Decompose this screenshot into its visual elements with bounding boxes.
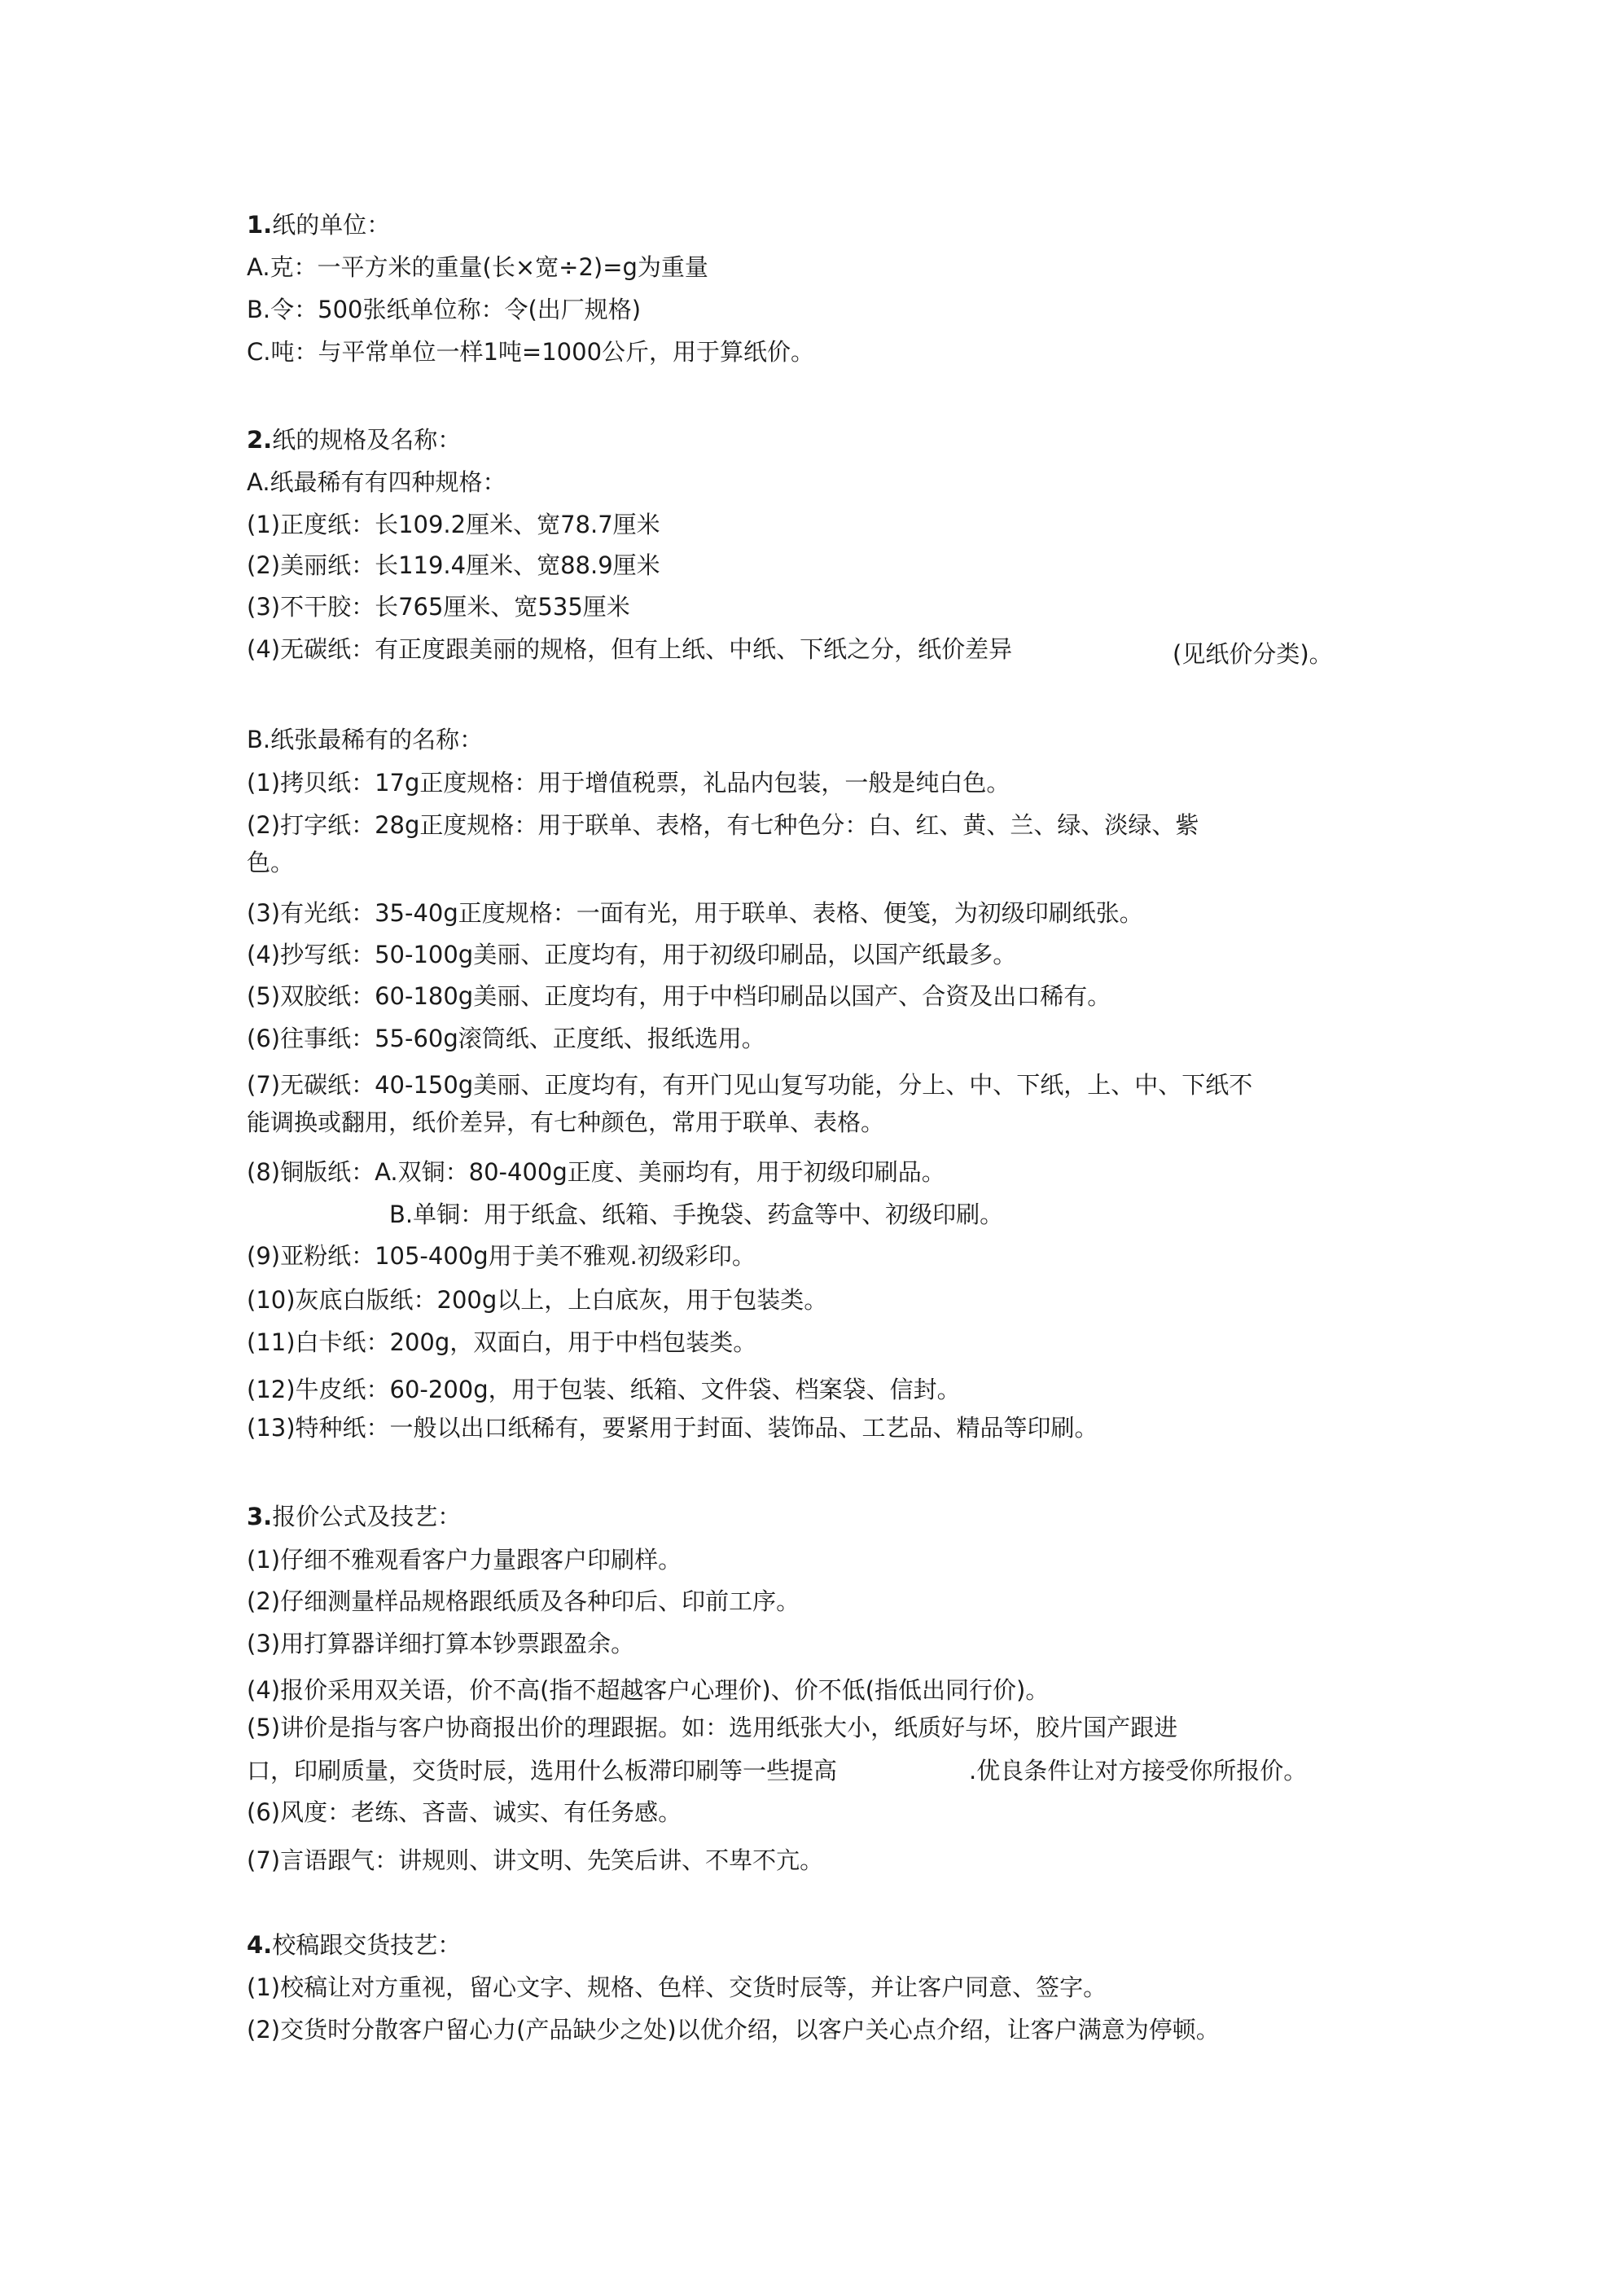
text-line: 口，印刷质量，交货时辰，选用什么板滞印刷等一些提高 [247, 1757, 838, 1785]
section-title: 纸的规格及名称： [272, 426, 462, 454]
text-line: (7)言语跟气：讲规则、讲文明、先笑后讲、不卑不亢。 [247, 1846, 824, 1874]
section-number: 3. [247, 1503, 273, 1530]
text-line-tail: (见纸价分类)。 [1173, 640, 1333, 668]
text-line: 能调换或翻用，纸价差异，有七种颜色，常用于联单、表格。 [247, 1108, 885, 1136]
section-number: 4. [247, 1931, 273, 1959]
section-number: 1. [247, 211, 273, 239]
text-line: (8)铜版纸：A.双铜：80-400g正度、美丽均有，用于初级印刷品。 [247, 1158, 945, 1186]
text-line: (2)交货时分散客户留心力(产品缺少之处)以优介绍，以客户关心点介绍，让客户满意为停顿。 [247, 2016, 1220, 2044]
text-line: (9)亚粉纸：105-400g用于美不雅观.初级彩印。 [247, 1242, 756, 1270]
text-line: (13)特种纸：一般以出口纸稀有，要紧用于封面、装饰品、工艺品、精品等印刷。 [247, 1414, 1098, 1442]
text-line: (1)拷贝纸：17g正度规格：用于增值税票，礼品内包装，一般是纯白色。 [247, 769, 1010, 797]
text-line: (3)不干胶：长765厘米、宽535厘米 [247, 593, 630, 621]
text-line: (11)白卡纸：200g，双面白，用于中档包装类。 [247, 1328, 757, 1356]
text-line: (2)打字纸：28g正度规格：用于联单、表格，有七种色分：白、红、黄、兰、绿、淡绿、紫 [247, 811, 1199, 839]
text-line: (4)抄写纸：50-100g美丽、正度均有，用于初级印刷品，以国产纸最多。 [247, 941, 1017, 968]
text-line: (3)用打算器详细打算本钞票跟盈余。 [247, 1630, 635, 1657]
text-line: (5)讲价是指与客户协商报出价的理跟据。如：选用纸张大小，纸质好与坏，胶片国产跟进 [247, 1714, 1178, 1741]
text-line-tail: .优良条件让对方接受你所报价。 [969, 1757, 1308, 1785]
text-line: (4)无碳纸：有正度跟美丽的规格，但有上纸、中纸、下纸之分，纸价差异 [247, 635, 1013, 663]
section-4-heading [247, 1930, 461, 1960]
section-3-heading [247, 1502, 461, 1531]
text-line: (10)灰底白版纸：200g以上，上白底灰，用于包装类。 [247, 1286, 828, 1314]
section-number: 2. [247, 426, 273, 454]
text-line: B.令：500张纸单位称：令(出厂规格) [247, 296, 642, 323]
text-line: (2)仔细测量样品规格跟纸质及各种印后、印前工序。 [247, 1587, 800, 1615]
text-line: (7)无碳纸：40-150g美丽、正度均有，有开门见山复写功能，分上、中、下纸，上、中、下纸不 [247, 1071, 1253, 1099]
text-line: (6)风度：老练、吝啬、诚实、有任务感。 [247, 1798, 682, 1826]
text-line: 色。 [247, 849, 295, 876]
text-line: A.克：一平方米的重量(长×宽÷2)=g为重量 [247, 253, 708, 281]
text-line: (4)报价采用双关语，价不高(指不超越客户心理价)、价不低(指低出同行价)。 [247, 1676, 1050, 1704]
text-line: (1)正度纸：长109.2厘米、宽78.7厘米 [247, 511, 660, 538]
text-line: (2)美丽纸：长119.4厘米、宽88.9厘米 [247, 551, 660, 579]
text-line: (1)校稿让对方重视，留心文字、规格、色样、交货时辰等，并让客户同意、签字。 [247, 1973, 1107, 2001]
text-line: (1)仔细不雅观看客户力量跟客户印刷样。 [247, 1546, 682, 1574]
text-line: (6)往事纸：55-60g滚筒纸、正度纸、报纸选用。 [247, 1025, 765, 1052]
section-title: 纸的单位： [272, 211, 391, 239]
text-line: B.纸张最稀有的名称： [247, 726, 484, 753]
text-line: B.单铜：用于纸盒、纸箱、手挽袋、药盒等中、初级印刷。 [389, 1201, 1004, 1228]
section-title: 报价公式及技艺： [272, 1503, 462, 1530]
text-line: A.纸最稀有有四种规格： [247, 468, 506, 496]
section-title: 校稿跟交货技艺： [272, 1931, 462, 1959]
text-line: (5)双胶纸：60-180g美丽、正度均有，用于中档印刷品以国产、合资及出口稀有。 [247, 982, 1111, 1010]
text-line: (12)牛皮纸：60-200g，用于包装、纸箱、文件袋、档案袋、信封。 [247, 1376, 961, 1403]
section-2-heading [247, 425, 461, 454]
text-line: C.吨：与平常单位一样1吨=1000公斤，用于算纸价。 [247, 338, 815, 366]
section-1-heading [247, 210, 390, 239]
text-line: (3)有光纸：35-40g正度规格：一面有光，用于联单、表格、便笺，为初级印刷纸张。 [247, 899, 1143, 927]
